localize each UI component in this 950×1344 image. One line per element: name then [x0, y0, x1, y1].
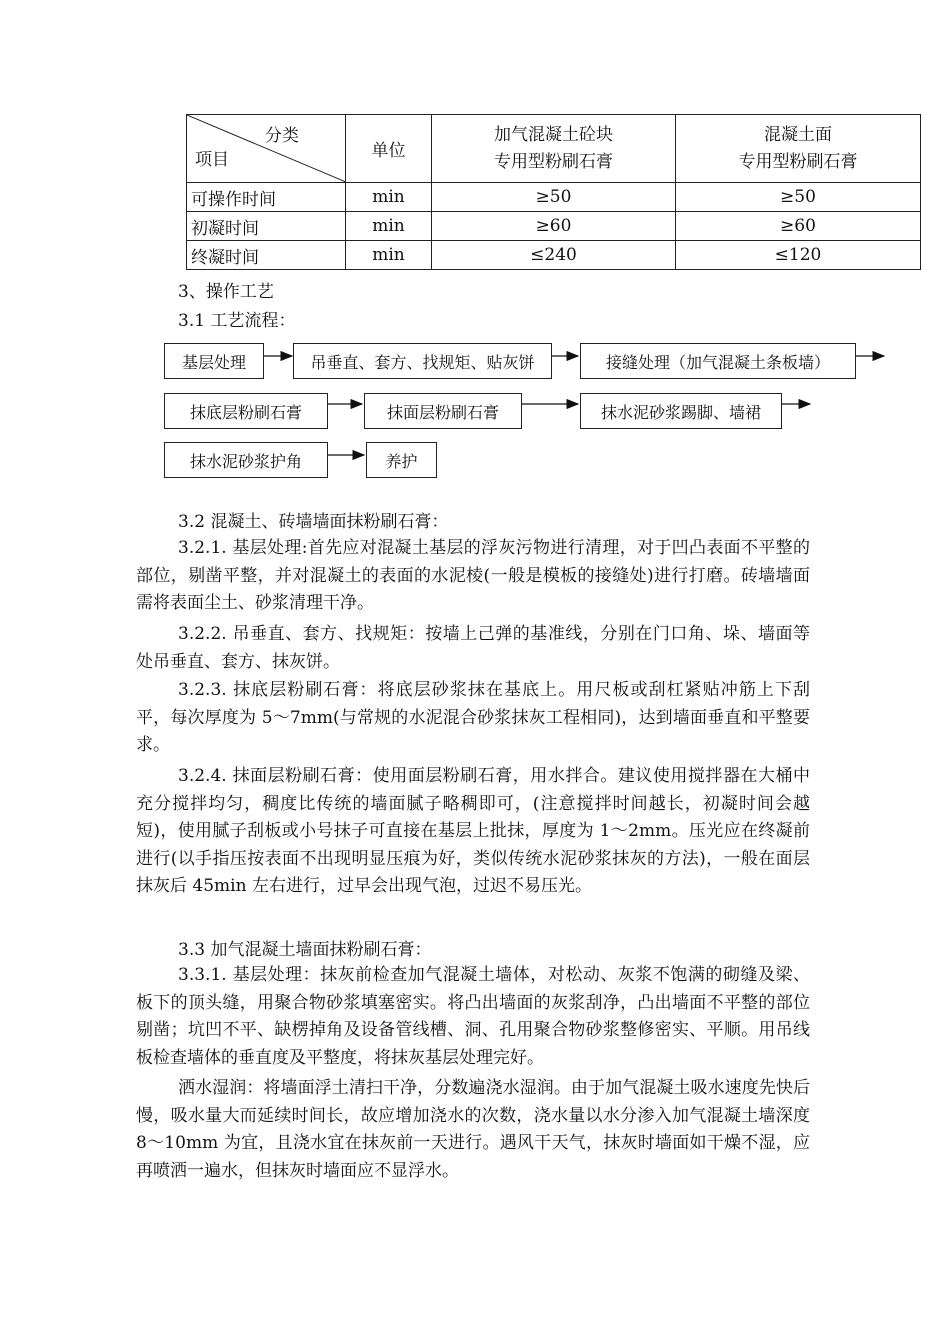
heading-3-2: 3.2 混凝土、砖墙墙面抹粉刷石膏：	[178, 512, 449, 532]
heading-3: 3、操作工艺	[178, 282, 274, 302]
table-row: 终凝时间 min ≤240 ≤120	[187, 241, 921, 270]
header-unit: 单位	[346, 115, 432, 183]
flow-step-corner-protection: 抹水泥砂浆护角	[164, 442, 328, 478]
flow-step-finish-coat: 抹面层粉刷石膏	[364, 393, 522, 429]
table-row: 初凝时间 min ≥60 ≥60	[187, 212, 921, 241]
flow-step-curing: 养护	[366, 442, 437, 478]
header-item: 项目	[195, 150, 229, 170]
paragraph-3-2-2: 3.2.2. 吊垂直、套方、找规矩：按墙上己弹的基准线，分别在门口角、垛、墙面等处吊垂直、套方、抹灰饼。	[136, 624, 810, 672]
heading-3-3: 3.3 加气混凝土墙面抹粉刷石膏：	[178, 940, 432, 960]
flow-step-plumb-square: 吊垂直、套方、找规矩、贴灰饼	[293, 343, 552, 379]
paragraph-3-3-1: 3.3.1. 基层处理：抹灰前检查加气混凝土墙体，对松动、灰浆不饱满的砌缝及梁、板下的顶头缝，用聚合物砂浆填塞密实。将凸出墙面的灰浆刮净，凸出墙面不平整的部位剔凿；坑凹不平、缺楞掉角及设备管线槽、洞、孔用聚合物砂浆整修密实、平顺。用吊线板检查墙体的垂直度及平整度，将抹灰基层处理完好。	[136, 965, 810, 1068]
header-category: 分类	[265, 126, 299, 146]
flow-step-base-treatment: 基层处理	[164, 343, 264, 379]
paragraph-3-2-1: 3.2.1. 基层处理:首先应对混凝土基层的浮灰污物进行清理，对于凹凸表面不平整的部位，剔凿平整，并对混凝土的表面的水泥棱(一般是模板的接缝处)进行打磨。砖墙墙面需将表面尘土、砂浆清理干净。	[136, 538, 810, 613]
heading-3-1: 3.1 工艺流程：	[178, 311, 296, 331]
header-col2: 混凝土面 专用型粉刷石膏	[676, 115, 921, 183]
paragraph-3-2-4: 3.2.4. 抹面层粉刷石膏：使用面层粉刷石膏，用水拌合。建议使用搅拌器在大桶中充分搅拌均匀，稠度比传统的墙面腻子略稠即可，(注意搅拌时间越长，初凝时间会越短)，使用腻子刮板或小号抹子可直接在基层上批抹，厚度为 1～2mm。压光应在终凝前进行(以手指压按表面不出现明显压痕为好，类似传统水泥砂浆抹灰的方法)，一般在面层抹灰后 45min 左右进行，过早会出现气泡，过迟不易压光。	[136, 766, 810, 896]
paragraph-3-2-3: 3.2.3. 抹底层粉刷石膏：将底层砂浆抹在基底上。用尺板或刮杠紧贴冲筋上下刮平，每次厚度为 5～7mm(与常规的水泥混合砂浆抹灰工程相同)，达到墙面垂直和平整要求。	[136, 680, 810, 755]
flow-step-base-coat: 抹底层粉刷石膏	[164, 393, 328, 429]
flow-step-joint-treatment: 接缝处理（加气混凝土条板墙）	[580, 343, 856, 379]
flow-step-skirting: 抹水泥砂浆踢脚、墙裙	[580, 393, 782, 429]
paragraph-water: 洒水湿润：将墙面浮土清扫干净，分数遍浇水湿润。由于加气混凝土吸水速度先快后慢，吸水量大而延续时间长，故应增加浇水的次数，浇水量以水分渗入加气混凝土墙深度 8～10mm 为宜，且浇水宜在抹灰前一天进行。遇风干天气，抹灰时墙面如干燥不湿，应再喷洒一遍水，但抹灰时墙面应不显浮水。	[136, 1078, 810, 1181]
header-col1: 加气混凝土砼块 专用型粉刷石膏	[432, 115, 676, 183]
table-row: 可操作时间 min ≥50 ≥50	[187, 183, 921, 212]
